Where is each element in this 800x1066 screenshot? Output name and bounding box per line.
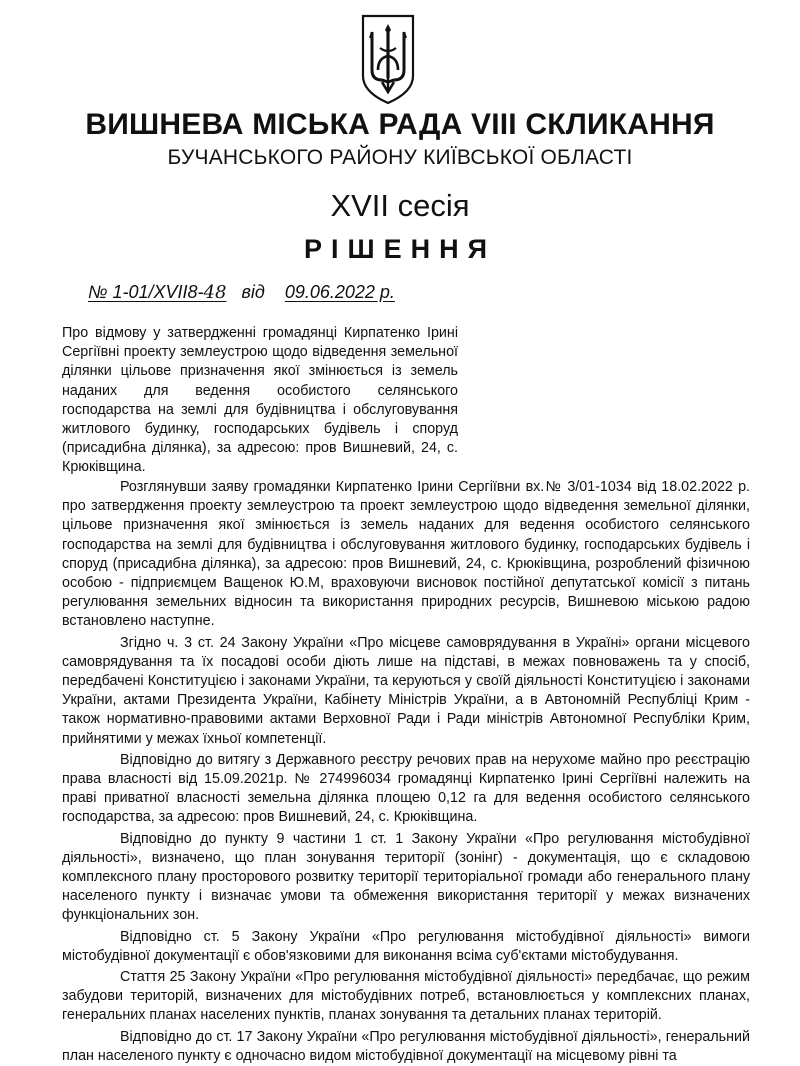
decision-body xyxy=(62,478,750,1066)
decision-number-line xyxy=(88,282,395,303)
council-title: ВИШНЕВА МІСЬКА РАДА VIII СКЛИКАННЯ xyxy=(85,108,715,141)
council-subtitle: БУЧАНСЬКОГО РАЙОНУ КИЇВСЬКОЇ ОБЛАСТІ xyxy=(167,146,633,169)
decision-number xyxy=(88,282,226,302)
paragraph: Розглянувши заяву громадянки Кирпатенко Ірини Сергіївни вх.№ 3/01-1034 від 18.02.2022 р. про затвердження проекту землеустрою та проект землеустрою щодо відведення земельної ділянки, цільове призначення якої змінюється із земель наданих для ведення особистого селянського господарства на землі для будівництва і обслуговування житлового будинку, господарських будівель і споруд (присадибна ділянка), за адресою: пров Вишневий, 24, с. Крюківщина, розроблений фізичною особою - підприємцем Ващенок Ю.М, враховуючи висновок постійної депутатської комісії з питань регулювання земельних відносин та використання природних ресурсів, Вишневою міською радою встановлено наступне. xyxy=(62,479,750,630)
decision-date: 09.06.2022 р. xyxy=(284,282,395,302)
decision-title: РІШЕННЯ xyxy=(303,234,497,264)
decision-number-prefix: № 1-01/XVII8- xyxy=(88,282,204,302)
decision-subject: Про відмову у затвердженні громадянці Кирпатенко Ірині Сергіївні проекту землеустрою щодо відведення земельної ділянки цільове призначення якої змінюється із земель наданих для ведення особистого селянського господарства на землі для будівництва і обслуговування житлового будинку, господарських будівель і споруд (присадибна ділянка), за адресою: пров Вишневий, 24, с. Крюківщина. xyxy=(62,325,458,476)
from-label: від xyxy=(241,282,265,302)
decision-number-handwritten: 48 xyxy=(203,282,227,303)
paragraph: Відповідно ст. 5 Закону України «Про регулювання містобудівної діяльності» вимоги містобудівної документації є обов'язковими для виконання всіма суб'єктами містобудування. xyxy=(62,928,750,964)
trident-emblem-icon xyxy=(360,12,416,106)
paragraph: Стаття 25 Закону України «Про регулювання містобудівної діяльності» передбачає, що режим забудови територій, визначених для містобудівних потреб, встановлюється у комплексних планах, генеральних планах населених пунктів, планах зонування та детальних планах територій. xyxy=(62,969,750,1024)
paragraph: Відповідно до витягу з Державного реєстру речових прав на нерухоме майно про реєстрацію права власності від 15.09.2021р. № 274996034 громадянці Кирпатенко Ірині Сергіївні належить на праві приватної власності земельна ділянка площею 0,12 га для ведення особистого селянського господарства, за адресою: пров Вишневий, 24, с. Крюківщина. xyxy=(62,751,750,826)
session-heading: XVII сесія xyxy=(330,188,470,223)
paragraph: Відповідно до ст. 17 Закону України «Про регулювання містобудівної діяльності», генеральний план населеного пункту є одночасно видом містобудівної документації на місцевому рівні та xyxy=(62,1028,750,1064)
paragraph: Відповідно до пункту 9 частини 1 ст. 1 Закону України «Про регулювання містобудівної діяльності», визначено, що план зонування території (зонінг) - документація, що є складовою комплексного плану просторового розвитку території територіальної громади або генерального плану населеного пункту і визначає умови та обмеження використання території у межах визначених функціональних зон. xyxy=(62,830,750,924)
paragraph: Згідно ч. 3 ст. 24 Закону України «Про місцеве самоврядування в Україні» органи місцевого самоврядування та їх посадові особи діють лише на підставі, в межах повноважень та у спосіб, передбачені Конституцією і законами України, та керуються у своїй діяльності Конституцією і законами України, актами Президента України, Кабінету Міністрів України, а в Автономній Республіці Крим - також нормативно-правовими актами Верховної Ради і Ради міністрів Автономної Республіки Крим, прийнятими у межах їхньої компетенції. xyxy=(62,634,750,747)
